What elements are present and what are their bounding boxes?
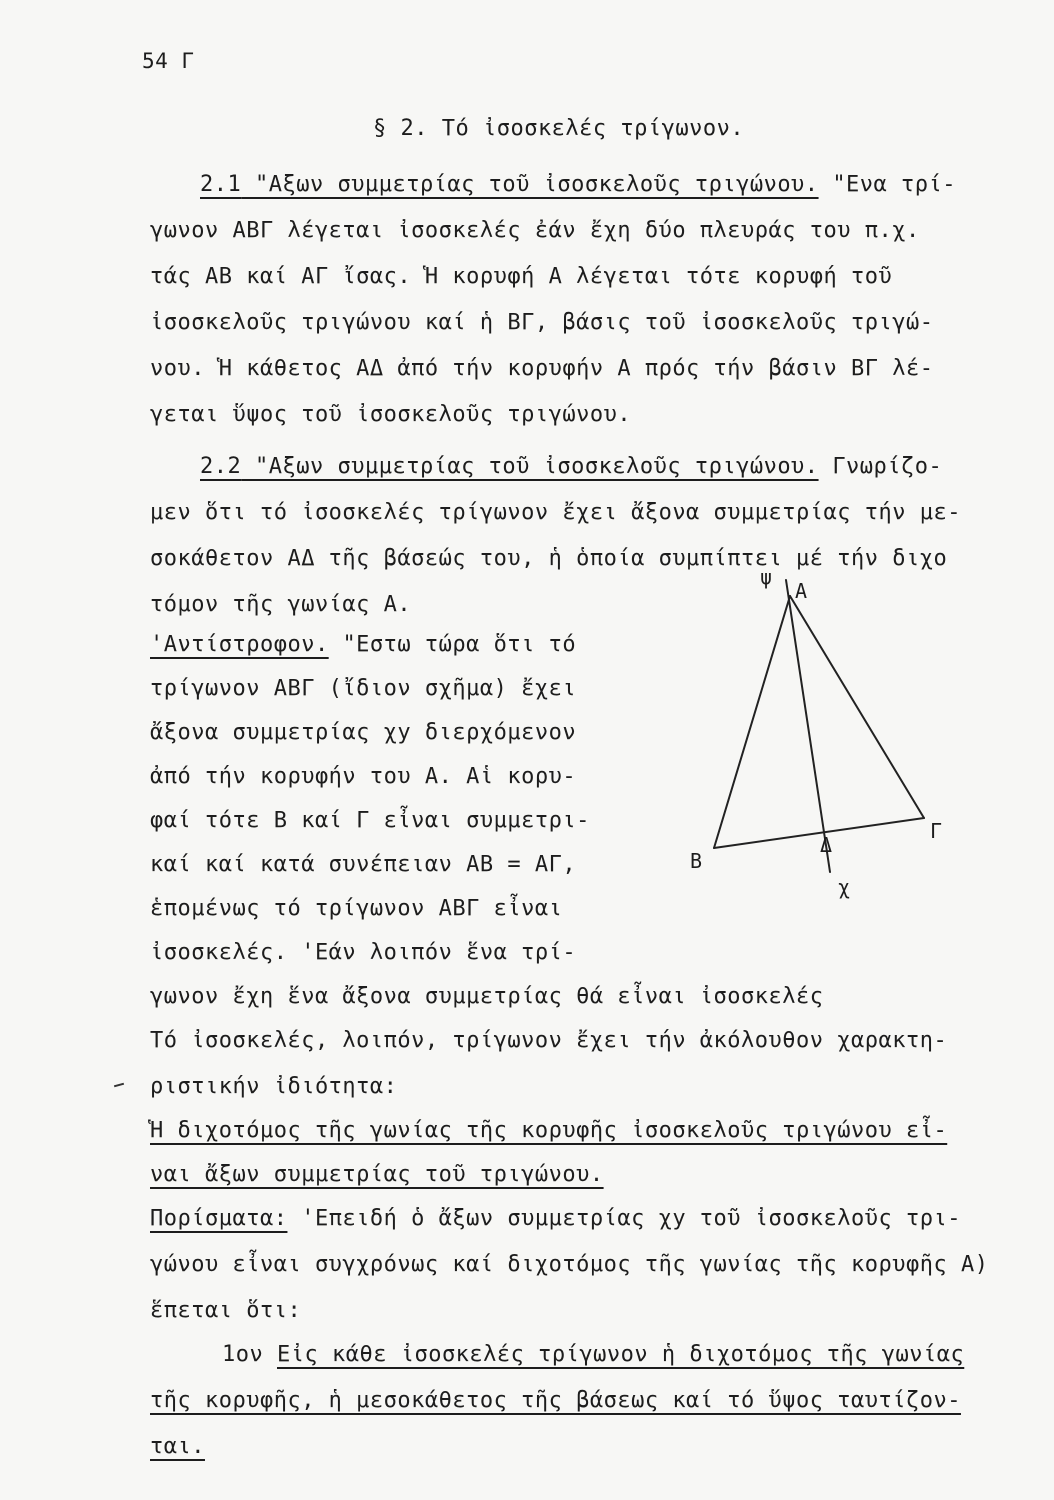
label-X: χ: [838, 875, 851, 899]
converse-label: 'Αντίστροφον.: [150, 632, 329, 657]
corollary-item1-line2: τῆς κορυφῆς, ἡ μεσοκάθετος τῆς βάσεως καί τό ὕψος ταυτίζον-: [150, 1388, 961, 1413]
s22-line1-rest: Γνωρίζο-: [832, 454, 943, 479]
page-number: 54 Γ: [142, 49, 195, 73]
s21-line1-rest: "Ενα τρί-: [832, 172, 957, 197]
label-B: Β: [690, 849, 703, 873]
converse-line7: ἑπομένως τό τρίγωνον ΑΒΓ εἶναι: [150, 896, 563, 921]
label-D: Δ: [820, 833, 833, 857]
s22-line4: τόμον τῆς γωνίας Α.: [150, 592, 412, 617]
s21-line5: νου. Ἡ κάθετος ΑΔ ἀπό τήν κορυφήν Α πρός τήν βάσιν ΒΓ λέ-: [150, 356, 934, 381]
converse-line9: γωνον ἔχη ἕνα ἄξονα συμμετρίας θά εἶναι ἰσοσκελές: [150, 984, 824, 1009]
property-statement-line1: Ἡ διχοτόμος τῆς γωνίας τῆς κορυφῆς ἰσοσκελοῦς τριγώνου εἶ-: [150, 1118, 948, 1143]
s21-title: 2.1 "Αξων συμμετρίας τοῦ ἰσοσκελοῦς τριγώνου.: [200, 172, 819, 197]
section-title: § 2. Τό ἰσοσκελές τρίγωνον.: [373, 116, 745, 141]
s21-line4: ἰσοσκελοῦς τριγώνου καί ἡ ΒΓ, βάσις τοῦ ἰσοσκελοῦς τριγώ-: [150, 310, 934, 335]
property-statement-line2: ναι ἄξων συμμετρίας τοῦ τριγώνου.: [150, 1162, 604, 1187]
corollary-label: Πορίσματα:: [150, 1206, 288, 1231]
converse-line8: ἰσοσκελές. 'Εάν λοιπόν ἕνα τρί-: [150, 940, 577, 965]
s21-line2: γωνον ΑΒΓ λέγεται ἰσοσκελές ἐάν ἔχη δύο πλευράς του π.χ.: [150, 218, 920, 243]
property-line1: Τό ἰσοσκελές, λοιπόν, τρίγωνον ἔχει τήν ἀκόλουθον χαρακτη-: [150, 1028, 948, 1053]
side-AB: [714, 596, 790, 848]
converse-line4: ἀπό τήν κορυφήν του Α. Αἱ κορυ-: [150, 764, 577, 789]
corollary-line2: γώνου εἶναι συγχρόνως καί διχοτόμος τῆς γωνίας τῆς κορυφῆς Α): [150, 1252, 989, 1277]
s22-line3: σοκάθετον ΑΔ τῆς βάσεώς του, ἡ ὁποία συμπίπτει μέ τήν διχο: [150, 546, 948, 571]
label-A: Α: [795, 579, 808, 603]
side-BG: [714, 818, 924, 848]
corollary-item1-text: Εἰς κάθε ἰσοσκελές τρίγωνον ἡ διχοτόμος τῆς γωνίας: [277, 1342, 965, 1367]
s22-title: 2.2 "Αξων συμμετρίας τοῦ ἰσοσκελοῦς τριγώνου.: [200, 454, 819, 479]
corollary-line3: ἕπεται ὅτι:: [150, 1298, 302, 1323]
converse-line6: καί καί κατά συνέπειαν ΑΒ = ΑΓ,: [150, 852, 577, 877]
symmetry-axis-xy: [786, 580, 833, 872]
corollary-item1-line3: ται.: [150, 1434, 205, 1459]
corollary-line1-rest: 'Επειδή ὁ ἄξων συμμετρίας χy τοῦ ἰσοσκελοῦς τρι-: [301, 1206, 961, 1231]
converse-line2: τρίγωνον ΑΒΓ (ἴδιον σχῆμα) ἔχει: [150, 676, 577, 701]
converse-line5: φαί τότε Β καί Γ εἶναι συμμετρι-: [150, 808, 590, 833]
converse-line1-rest: "Εστω τώρα ὅτι τό: [342, 632, 577, 657]
s22-line2: μεν ὅτι τό ἰσοσκελές τρίγωνον ἔχει ἄξονα συμμετρίας τήν με-: [150, 500, 961, 525]
property-line2: ριστικήν ἰδιότητα:: [150, 1074, 398, 1099]
s21-line6: γεται ὕψος τοῦ ἰσοσκελοῦς τριγώνου.: [150, 402, 632, 427]
s21-line3: τάς ΑΒ καί ΑΓ ἴσας. Ἡ κορυφή Α λέγεται τότε κορυφή τοῦ: [150, 264, 893, 289]
label-G: Γ: [930, 819, 943, 843]
label-psi: ψ: [760, 565, 773, 589]
converse-line3: ἄξονα συμμετρίας χy διερχόμενον: [150, 720, 577, 745]
corollary-item1-number: 1ον: [222, 1342, 264, 1367]
side-AG: [790, 596, 924, 818]
